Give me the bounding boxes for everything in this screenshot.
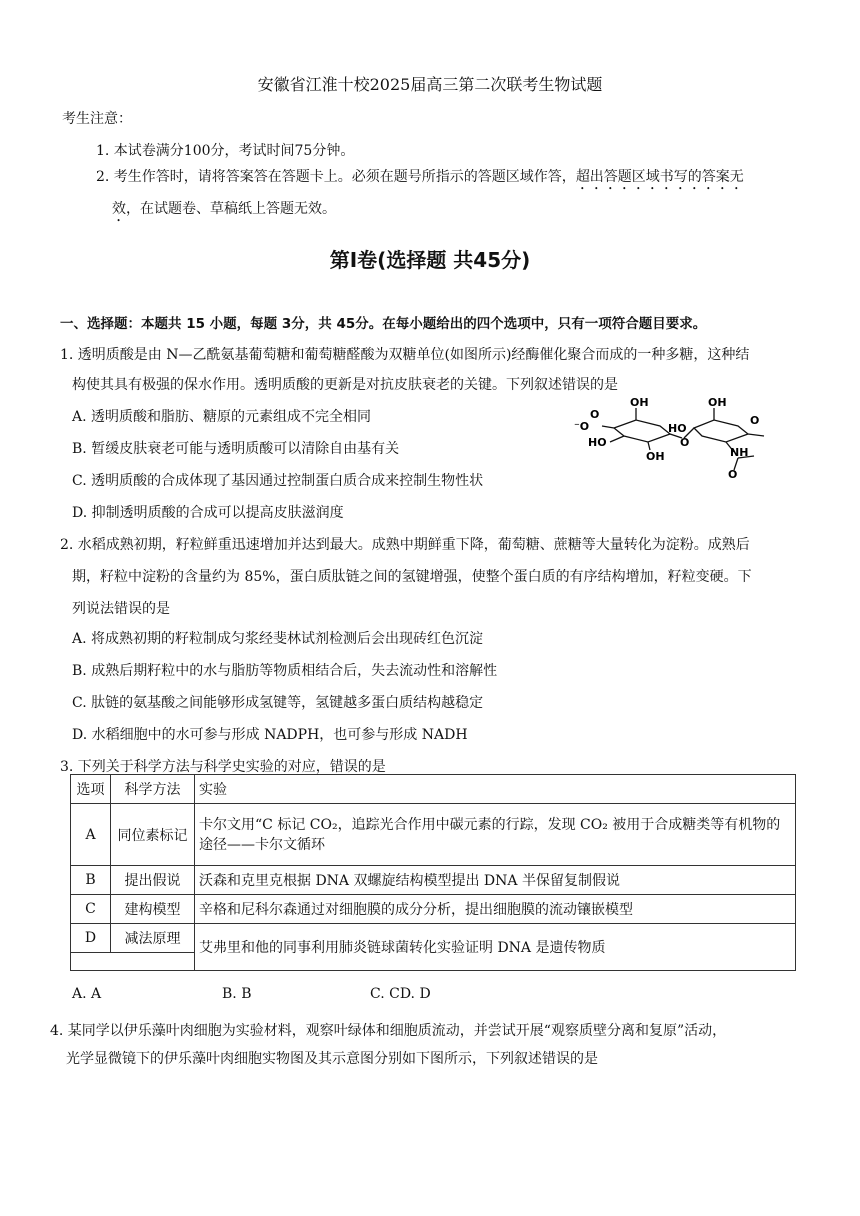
q1-option-d: D. 抑制透明质酸的合成可以提高皮肤滋润度 [72, 505, 344, 521]
mol-label-ho-2: HO [668, 422, 687, 435]
table-cell: A [71, 804, 111, 866]
table-cell: C [71, 895, 111, 924]
q1-stem-1: 1. 透明质酸是由 N—乙酰氨基葡萄糖和葡萄糖醛酸为双糖单位(如图所示)经酶催化聚合而成的一种多糖，这种结 [60, 347, 750, 363]
mol-label-o-3: O [750, 414, 760, 427]
table-cell: 卡尔文用“C 标记 CO₂，追踪光合作用中碳元素的行踪，发现 CO₂ 被用于合成糖类等有机物的途径——卡尔文循环 [195, 804, 796, 866]
q2-option-a: A. 将成熟初期的籽粒制成匀浆经斐林试剂检测后会出现砖红色沉淀 [72, 631, 484, 647]
part-heading: 一、选择题：本题共 15 小题，每题 3分，共 45分。在每小题给出的四个选项中，只有一项符合题目要求。 [60, 316, 707, 332]
mol-label-o-minus: ⁻O [574, 420, 590, 433]
q2-stem-2: 期，籽粒中淀粉的含量约为 85%，蛋白质肽链之间的氢键增强，使整个蛋白质的有序结构增加，籽粒变硬。下 [72, 569, 752, 585]
q1-option-c: C. 透明质酸的合成体现了基因通过控制蛋白质合成来控制生物性状 [72, 473, 484, 489]
mol-label-o-2: O [680, 436, 690, 449]
mol-label-oh-3: OH [708, 396, 727, 409]
table-header-cell: 实验 [195, 775, 796, 804]
table-header-cell: 科学方法 [111, 775, 195, 804]
table-cell: D [71, 924, 111, 953]
table-cell: 减法原理 [111, 924, 195, 953]
q3-option-a: A. A [72, 986, 102, 1002]
table-header-cell: 选项 [71, 775, 111, 804]
table-cell: B [71, 866, 111, 895]
mol-label-o-1: O [590, 408, 600, 421]
q3-option-b: B. B [222, 986, 252, 1002]
notice-heading: 考生注意： [62, 111, 132, 127]
q2-option-d: D. 水稻细胞中的水可参与形成 NADPH，也可参与形成 NADH [72, 727, 468, 743]
table-cell: 建构模型 [111, 895, 195, 924]
table-cell: 沃森和克里克根据 DNA 双螺旋结构模型提出 DNA 半保留复制假说 [195, 866, 796, 895]
mol-label-o-4: O [728, 468, 738, 478]
notice-2-cont: 效，在试题卷、草稿纸上答题无效。 [112, 201, 336, 217]
table-header-row [71, 775, 796, 804]
table-cell: 辛格和尼科尔森通过对细胞膜的成分分析，提出细胞膜的流动镶嵌模型 [195, 895, 796, 924]
q1-option-b: B. 暂缓皮肤衰老可能与透明质酸可以清除自由基有关 [72, 441, 400, 457]
q2-option-c: C. 肽链的氨基酸之间能够形成氢键等，氢键越多蛋白质结构越稳定 [72, 695, 484, 711]
q3-table [70, 774, 796, 971]
mol-label-oh-2: OH [646, 450, 665, 463]
q2-stem-1: 2. 水稻成熟初期，籽粒鲜重迅速增加并达到最大。成熟中期鲜重下降，葡萄糖、蔗糖等大量转化为淀粉。成熟后 [60, 537, 750, 553]
section-title: 第Ⅰ卷(选择题 共45分) [329, 248, 531, 272]
q4-stem-2: 光学显微镜下的伊乐藻叶肉细胞实物图及其示意图分别如下图所示，下列叙述错误的是 [66, 1051, 598, 1067]
table-cell: 艾弗里和他的同事利用肺炎链球菌转化实验证明 DNA 是遗传物质 [195, 924, 796, 971]
table-row [71, 895, 796, 924]
table-cell: 同位素标记 [111, 804, 195, 866]
q2-option-b: B. 成熟后期籽粒中的水与脂肪等物质相结合后，失去流动性和溶解性 [72, 663, 498, 679]
table-row [71, 804, 796, 866]
table-cell-empty [71, 953, 195, 971]
q3-stem: 3. 下列关于科学方法与科学史实验的对应，错误的是 [60, 759, 386, 775]
table-row [71, 866, 796, 895]
mol-label-oh-1: OH [630, 396, 649, 409]
q4-stem-1: 4. 某同学以伊乐藻叶肉细胞为实验材料，观察叶绿体和细胞质流动，并尝试开展“观察质壁分离和复原”活动， [50, 1023, 727, 1039]
q3-option-cd: C. CD. D [370, 986, 431, 1002]
notice-1: 1. 本试卷满分100分，考试时间75分钟。 [96, 143, 355, 159]
hyaluronic-acid-structure [574, 394, 804, 478]
notice-2: 2. 考生作答时，请将答案答在答题卡上。必须在题号所指示的答题区域作答，超出答题区域书写的答案无 [96, 169, 744, 185]
q2-stem-3: 列说法错误的是 [72, 601, 170, 617]
table-row [71, 924, 796, 953]
q1-stem-2: 构使其具有极强的保水作用。透明质酸的更新是对抗皮肤衰老的关键。下列叙述错误的是 [72, 377, 618, 393]
q1-option-a: A. 透明质酸和脂肪、糖原的元素组成不完全相同 [72, 409, 372, 425]
table-cell: 提出假说 [111, 866, 195, 895]
mol-label-ho-1: HO [588, 436, 607, 449]
mol-label-nh: NH [730, 446, 749, 459]
exam-title: 安徽省江淮十校2025届高三第二次联考生物试题 [257, 75, 603, 94]
